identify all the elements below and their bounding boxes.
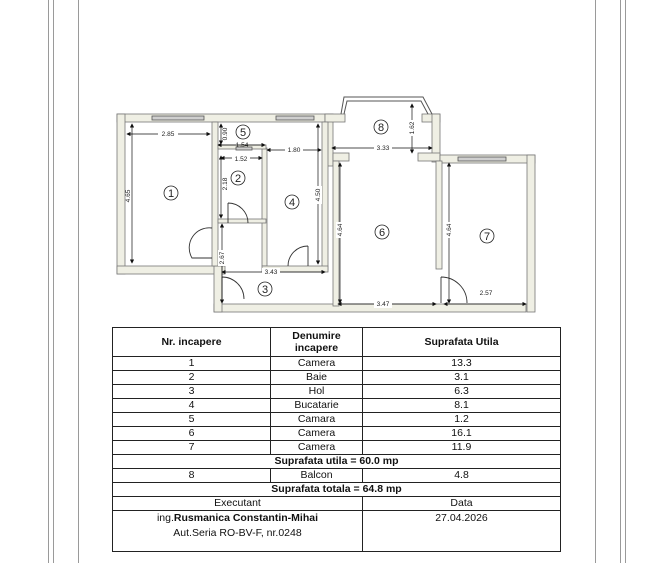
cell-room-area: 4.8 (363, 469, 561, 483)
table-row (113, 427, 561, 441)
dim-label: 1.80 (287, 147, 301, 154)
table-header-row (113, 328, 561, 357)
date-label: Data (363, 497, 561, 511)
executant-label: Executant (113, 497, 363, 511)
dim-label: 4.65 (125, 189, 132, 203)
cell-room-number: 5 (113, 413, 271, 427)
room-area-table (112, 327, 561, 552)
cell-room-area: 6.3 (363, 385, 561, 399)
table-row (113, 371, 561, 385)
room-number-6: 6 (378, 227, 386, 239)
cell-room-number: 8 (113, 469, 271, 483)
dim-label: 2.85 (161, 131, 175, 138)
walls (117, 114, 535, 312)
table-row (113, 357, 561, 371)
cell-room-number: 6 (113, 427, 271, 441)
signature-header-row (113, 497, 561, 511)
executant-name: Rusmanica Constantin-Mihai (173, 512, 319, 524)
table-row (113, 399, 561, 413)
table-row (113, 385, 561, 399)
balcony-outline (344, 101, 428, 114)
table-row (113, 469, 561, 483)
date-value: 27.04.2026 (363, 511, 561, 552)
dim-label: 4.64 (446, 223, 453, 237)
cell-room-area: 11.9 (363, 441, 561, 455)
dim-label: 2.67 (219, 251, 226, 265)
cell-room-name: Camera (271, 357, 363, 371)
cell-room-name: Hol (271, 385, 363, 399)
room-number-8: 8 (377, 122, 385, 134)
cell-room-name: Bucatarie (271, 399, 363, 413)
dim-label: 3.43 (264, 269, 278, 276)
cell-room-number: 4 (113, 399, 271, 413)
cell-room-name: Camara (271, 413, 363, 427)
dim-label: 3.33 (376, 145, 390, 152)
room-number-3: 3 (261, 284, 269, 296)
dim-label: 1.52 (234, 156, 248, 163)
dim-label: 4.64 (337, 223, 344, 237)
cell-room-number: 3 (113, 385, 271, 399)
dim-label: 1.54 (235, 142, 249, 149)
grand-total-row (113, 483, 561, 497)
grand-total: Suprafata totala = 64.8 mp (113, 483, 561, 497)
useful-area-total-row (113, 455, 561, 469)
room-number-1: 1 (167, 188, 175, 200)
executant-authorization: Aut.Seria RO-BV-F, nr.0248 (173, 527, 302, 539)
dim-label: 2.18 (222, 177, 229, 191)
dim-label: 0.90 (222, 127, 229, 141)
room-number-2: 2 (234, 173, 242, 185)
executant-prefix: ing. (156, 512, 174, 524)
dim-label: 2.57 (479, 290, 493, 297)
cell-room-name: Baie (271, 371, 363, 385)
cell-room-area: 8.1 (363, 399, 561, 413)
room-number-7: 7 (483, 231, 491, 243)
useful-area-total: Suprafata utila = 60.0 mp (113, 455, 561, 469)
dim-label: 3.47 (376, 301, 390, 308)
cell-room-area: 3.1 (363, 371, 561, 385)
table-row (113, 413, 561, 427)
cell-room-name: Balcon (271, 469, 363, 483)
cell-room-area: 16.1 (363, 427, 561, 441)
cell-room-number: 7 (113, 441, 271, 455)
room-number-4: 4 (288, 197, 296, 209)
room-number-5: 5 (239, 127, 247, 139)
cell-room-number: 1 (113, 357, 271, 371)
cell-room-area: 13.3 (363, 357, 561, 371)
header-room-name-line1: Denumire (292, 329, 341, 342)
header-room-name (271, 328, 363, 357)
cell-room-area: 1.2 (363, 413, 561, 427)
dim-label: 4.50 (315, 188, 322, 202)
header-useful-area: Suprafata Utila (363, 328, 561, 357)
balcony-outline (341, 97, 432, 114)
dim-label: 1.62 (409, 121, 416, 135)
header-room-number: Nr. incapere (113, 328, 271, 357)
cell-room-name: Camera (271, 427, 363, 441)
header-room-name-line2: incapere (294, 342, 339, 354)
table-row (113, 441, 561, 455)
executant-cell (113, 511, 363, 552)
cell-room-number: 2 (113, 371, 271, 385)
signature-row (113, 511, 561, 552)
cell-room-name: Camera (271, 441, 363, 455)
